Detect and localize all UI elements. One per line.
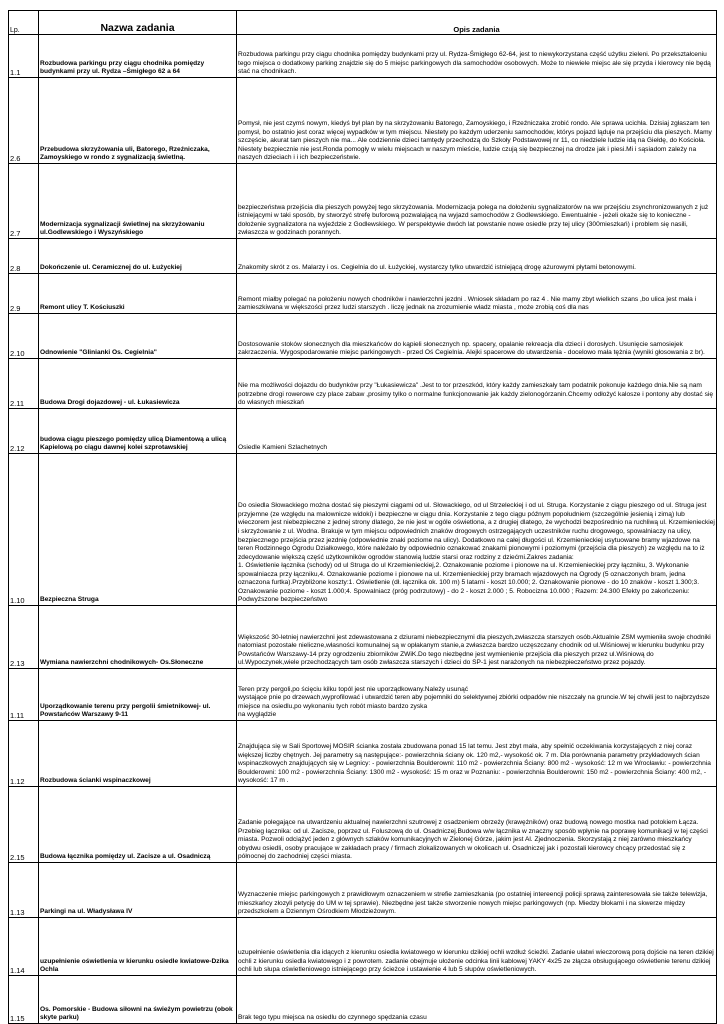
- row-lp: 2.7: [9, 164, 39, 239]
- table-row: [9, 976, 717, 1024]
- row-task-name: Rozbudowa parkingu przy ciągu chodnika pomiędzy budynkami przy ul. Rydza –Śmigłego 62 a 64: [39, 35, 237, 78]
- table-row: [9, 409, 717, 454]
- row-task-name: Rozbudowa ścianki wspinaczkowej: [39, 721, 237, 787]
- row-task-name: Budowa łącznika pomiędzy ul. Zacisze a ul. Osadniczą: [39, 787, 237, 863]
- row-task-description: Dostosowanie stoków słonecznych dla mieszkańców do kąpieli słonecznych np. spacery, opalanie rekreacja dla dzieci i dorosłych. Usunięcie samosiejek zakrzaczenia. Wygospodarowanie miejsc parkingowych - przed Oś Cegielnia. Alejki spacerowe do utwardzenia - docelowo mała tężnia (wyniki głosowania z br).: [237, 314, 717, 359]
- row-lp: 1.1: [9, 35, 39, 78]
- row-task-name: Modernizacja sygnalizacji świetlnej na skrzyżowaniu ul.Godlewskiego i Wyszyńskiego: [39, 164, 237, 239]
- row-task-description: Znakomity skrót z os. Malarzy i os. Cegielnia do ul. Łużyckiej, wystarczy tylko utwardzić istniejącą drogę ażurowymi płytami betonowymi.: [237, 239, 717, 274]
- table-row: [9, 314, 717, 359]
- table-row: [9, 669, 717, 721]
- table-row: [9, 274, 717, 314]
- header-task-description: Opis zadania: [237, 11, 717, 35]
- row-task-description: uzupełnienie oświetlenia dla idących z kierunku osiedla kwiatowego w kierunku dzikiej ochli wzdłuż ścieżki. Zadanie ułatwi wieczorową porą dojście na teren dzikiej ochli z kierunku osiedla kwiatowego i z powrotem. zadanie obejmuje ułożenie odcinka linii kablowej YAKY 4x25 ze złącza obsługującego oświetlenie terenu dzikiej ochli lub słupa oświetleniowego istniejącego przy ścieżce i ustawienie 4 lub 5 słupów oświetleniowych.: [237, 918, 717, 976]
- row-task-name: Budowa Drogi dojazdowej - ul. Łukasiewicza: [39, 359, 237, 409]
- row-task-description: Rozbudowa parkingu przy ciągu chodnika pomiędzy budynkami przy ul. Rydza-Śmigłego 62-64, jest to niewykorzystana część użytku zieleni. Po przekształceniu tego miejsca o dodatkowy parking znajdzie się do 5 miejsc parkingowych dla samochodów osobowych. Może to niewiele miejsc ale się przyda i kierowcy nie będą stać na chodnikach.: [237, 35, 717, 78]
- row-lp: 1.10: [9, 454, 39, 606]
- row-task-name: Dokończenie ul. Ceramicznej do ul. Łużyckiej: [39, 239, 237, 274]
- row-task-name: Bezpieczna Struga: [39, 454, 237, 606]
- row-lp: 2.12: [9, 409, 39, 454]
- row-lp: 1.12: [9, 721, 39, 787]
- row-task-description: Nie ma możliwości dojazdu do budynków przy "Łukasiewicza" .Jest to tor przeszkód, który każdy zamieszkały tam podatnik pokonuje każdego dnia.Nie są nam potrzebne drogi rowerowe czy place zabaw ,prosimy tylko o normalne funkcjonowanie jak każdy zielonogórzanin.Chcemy odłożyć kalosze i pontony aby dostać się do własnych mieszkań: [237, 359, 717, 409]
- table-row: [9, 863, 717, 918]
- row-lp: 2.11: [9, 359, 39, 409]
- table-row: [9, 359, 717, 409]
- tasks-table: [8, 10, 717, 1024]
- row-lp: 1.11: [9, 669, 39, 721]
- row-task-description: Remont miałby polegać na położeniu nowych chodników i nawierzchni jezdni . Wniosek składam po raz 4 . Nie mamy zbyt wielkich szans ,bo ulica jest mała i zamieszkiwana w większości przez ludzi starszych . liczę jednak na zrozumienie władz miasta , może zrobią coś dla nas: [237, 274, 717, 314]
- table-row: [9, 164, 717, 239]
- row-task-name: Przebudowa skrzyżowania uli, Batorego, Rzeźniczaka, Zamoyskiego w rondo z sygnalizacją świetlną.: [39, 78, 237, 164]
- header-row: [9, 11, 717, 35]
- row-lp: 1.14: [9, 918, 39, 976]
- row-task-name: Wymiana nawierzchni chodnikowych- Os.Słoneczne: [39, 606, 237, 669]
- row-task-name: Os. Pomorskie - Budowa siłowni na świeżym powietrzu (obok skyte parku): [39, 976, 237, 1024]
- row-task-description: Do osiedla Słowackiego można dostać się pieszymi ciągami od ul. Słowackiego, od ul Strzeleckiej i od ul. Struga. Korzystanie z ciągu pieszego od ul. Struga jest przyjemne (ze względu na malownicze widoki) i bezpieczne w ciągu dnia. Korzystanie z tego ciągu późnym popołudniem (szczególnie jesienią i zimą) lub wieczorem jest niebezpieczne z jednej strony dlatego, że nie jest w ogóle oświetlona, a z drugiej dlatego, że wychodzi bezpośrednio na ruchliwą ul. Krzemienieckiej i skrzyżowanie z ul. Wodna. Brakuje w tym miejscu odpowiednich znaków drogowych ostrzegających uczestników ruchu drogowego, spowalniaczy na ulicy, bezpiecznego przejścia przez jezdnię (odpowiednie znaki poziome na ulicy). Dodatkowo na całej długości ul. Krzemienieckiej usytuowane bramy wjazdowe na teren Rodzinnego Ogrodu Działkowego, które należało by odpowiednio oznakować znakami pionowymi i poziomymi (przejścia dla pieszych) ze względu na to iż zdecydowanie większą część użytkowników ogrodów stanowią ludzie starsi oraz rodziny z dziećmi.Zakres zadania: 1. Oświetlenie łącznika (schody) od ul Struga do ul Krzemienieckiej,2. Oznakowanie poziome i pionowe na ul. Krzemienieckiej przy łączniku, 3. Wykonanie spowalniacza przy łączniku,4. Oznakowanie poziome i pionowe na ul. Krzemienieckiej przy bramach wjazdowych na Ogrody (5 oznaczonych bram, jedna oznaczona furtka).Przybliżone koszty:1. Oświetlenie (dł. łącznika ok. 100 m) 5 latarni - koszt 10.000; 2. Oznakowanie pionowe - do 10 znaków - koszt 1.300;3. Oznakowanie poziome - koszt 1.000;4. Spowalniacz (próg podrzutowy) - do 2 - koszt 2.000 ; 5. Robocizna 10.000 ; Razem: 24.300 Efekty po zakończeniu: Podwyższone bezpieczeństwo: [237, 454, 717, 606]
- table-row: [9, 606, 717, 669]
- row-task-description: Wyznaczenie miejsc parkingowych z prawidłowym oznaczeniem w strefie zamieszkania (po ostatniej intereencji policji sprawą zainteresowała sie także telewizja, mieszkańcy złozyli petycję do UM w tej sprawie). Niezbędne jest także stworzenie nowych miejsc parkingowych (np. Miedzy blokami i na skwerze między przedszkolem a Dziennym Ośrodkiem Młodzieżowym.: [237, 863, 717, 918]
- row-task-description: Osiedle Kamieni Szlachetnych: [237, 409, 717, 454]
- row-lp: 2.6: [9, 78, 39, 164]
- row-task-name: Odnowienie "Glinianki Os. Cegielnia": [39, 314, 237, 359]
- header-lp: Lp.: [9, 11, 39, 35]
- table-row: [9, 35, 717, 78]
- table-row: [9, 918, 717, 976]
- table-row: [9, 454, 717, 606]
- table-row: [9, 78, 717, 164]
- row-task-name: Uporządkowanie terenu przy pergolii śmietnikowej- ul. Powstańców Warszawy 9-11: [39, 669, 237, 721]
- row-lp: 2.8: [9, 239, 39, 274]
- row-task-description: Teren przy pergoli,po ścięciu kilku topól jest nie uporządkowany.Należy usunąć wystające pnie po drzewach,wyprofilować i utwardzić teren aby pojemniki do selektywnej zbiórki odpadów nie niszczały na gruncie.W tej chwili jest to najbrzydsze miejsce na osiedlu,po wykonaniu tych robót miasto bardzo zyska na wyglądzie: [237, 669, 717, 721]
- row-task-description: Brak tego typu miejsca na osiedlu do czynnego spędzania czasu: [237, 976, 717, 1024]
- row-lp: 2.9: [9, 274, 39, 314]
- row-lp: 1.13: [9, 863, 39, 918]
- row-lp: 2.10: [9, 314, 39, 359]
- row-task-description: Większość 30-letniej nawierzchni jest zdewastowana z dziurami niebezpiecznymi dla pieszych,zwłaszcza starszych osób.Aktualnie ZSM wymieniła swoje chodniki natomiast pozostałe nieliczne,własności komunalnej są w opłakanym stanie,a zwłaszcza bardzo uczęszczany chodnik od ul.Wiśniowej w kierunku budynku przy Powstańców Warszawy-14 przy ogrodzeniu zbiorników ZWiK.Do tego niezbędne jest wymienienie przejścia dla pieszych przez ul.Wiśniową do ul.Wypoczynek,wiele przechodzących tam osób zwłaszcza starszych i dzieci do SP-1 jest narażonych na niebezpieczeństwo przez pojazdy.: [237, 606, 717, 669]
- row-task-description: bezpieczeństwa przejścia dla pieszych powyżej tego skrzyżowania. Modernizacja polega na dołożeniu sygnalizatorów na ww przejściu zsynchronizowanych z już istniejącymi w taki sposób, by stworzyć strefę buforową pozwalającą na wyjazd samochodów z Godlewskiego. Ewentualnie - jeżeli okaże się to konieczne - dołożenie sygnalizatora na wyjeździe z Godlewskiego. W perspektywie dwóch lat powstanie nowe osiedle przy tej ulicy (300mieszkań) i problem się nasili, zwłaszcza w godzinach porannych.: [237, 164, 717, 239]
- row-lp: 2.13: [9, 606, 39, 669]
- table-row: [9, 787, 717, 863]
- row-task-description: Znajdująca się w Sali Sportowej MOSIR ścianka została zbudowana ponad 15 lat temu. Jest zbyt mała, aby spełnić oczekiwania korzystających z niej coraz większej liczby chętnych. Jej parametry są następujące:- powierzchnia ściany ok. 120 m2,- wysokość ok. 7 m. Dla porównania parametry przykładowych ścian wspinaczkowych znajdujących się w Legnicy: - powierzchnia Boulderowni: 110 m2 - powierzchnia Ściany: 800 m2 - wysokość: 12 m we Wrocławiu: - powierzchnia Boulderowni: 100 m2 - powierzchnia Ściany: 1300 m2 - wysokość: 15 m oraz w Poznaniu: - powierzchnia Boulderowni: 150 m2 - powierzchnia Ściany: 400 m2, - wysokość: 17 m .: [237, 721, 717, 787]
- table-row: [9, 239, 717, 274]
- header-task-name: Nazwa zadania: [39, 11, 237, 35]
- row-task-description: Pomysł, nie jest czymś nowym, kiedyś był plan by na skrzyżowaniu Batorego, Zamoyskiego, i Rzeźniczaka zrobić rondo. Ale sprawa ucichła. Dzisiaj zgłaszam ten pomysł, bo ostatnio jest coraz więcej wypadków w tym miejscu. Niestety po każdym uderzeniu samochodów, którys pojazd ląduje na przejściu dla pieszych. Mamy szczęście, akurat tam pieszych nie ma... Ale codziennie dzieci tamtędy przechodzą do Szkoły Podstawowej nr 11, co niedziele ludzie idą na Giełdę, do Kościoła. Niestety bezpiecznie nie jest.Ronda pomogły w wielu miejscach w naszym mieście, ludzie czują się bezpiecznej na drodze jak i piesi.Mi i sąsiadom zależy na naszych dzieciach i i ich bezpieczeństwie.: [237, 78, 717, 164]
- row-task-name: Remont ulicy T. Kościuszki: [39, 274, 237, 314]
- table-row: [9, 721, 717, 787]
- row-task-name: Parkingi na ul. Władysława IV: [39, 863, 237, 918]
- row-task-description: Zadanie polegające na utwardzeniu aktualnej nawierzchni szutrowej z osadzeniem obrzeży (krawężników) oraz budową nowego mostka nad potokiem Łącza. Przebieg łącznika: od ul. Zacisze, poprzez ul. Foluszową do ul. Osadniczej.Budowa w/w łącznika w znaczny sposób wpłynie na poprawę komunikacji w tej części miasta. Pozwoli odciążyć jeden z głównych szlaków komunikacyjnych w Zielonej Górze, jakim jest Al. Zjednoczenia. Skorzystają z niej zarówno mieszkańcy obydwu osiedli, osoby pracujące w zakładach pracy / firmach zlokalizowanych w okolicach ul. Osadniczej jak i pozostali kierowcy chcący przedostać się z północnej do zachodniej części miasta.: [237, 787, 717, 863]
- row-lp: 1.15: [9, 976, 39, 1024]
- row-task-name: budowa ciągu pieszego pomiędzy ulicą Diamentową a ulicą Kapielową po ciągu dawnej kolei szprotawskiej: [39, 409, 237, 454]
- row-lp: 2.15: [9, 787, 39, 863]
- row-task-name: uzupełnienie oświetlenia w kierunku osiedle kwiatowe-Dzika Ochla: [39, 918, 237, 976]
